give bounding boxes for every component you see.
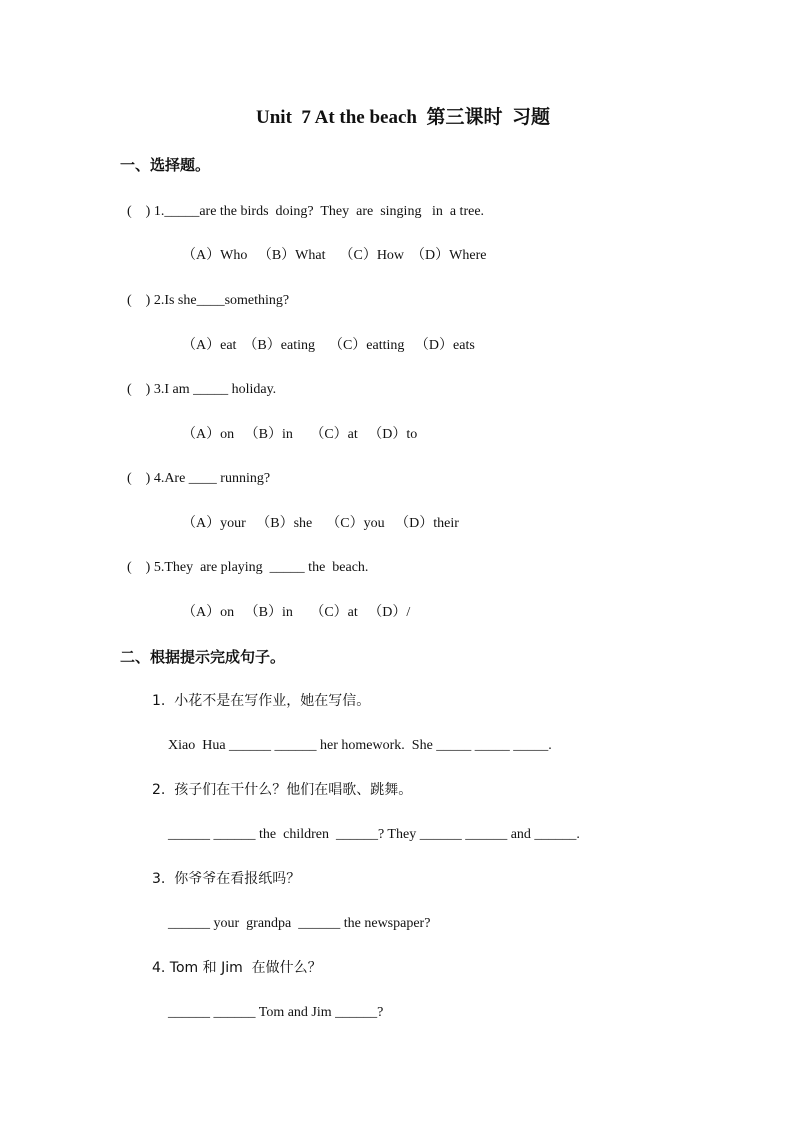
section-heading-complete-sentences: 二、根据提示完成句子。 xyxy=(120,648,286,666)
sentence-3-answer: ______ your grandpa ______ the newspaper? xyxy=(168,916,431,931)
sentence-4-answer: ______ ______ Tom and Jim ______? xyxy=(168,1005,384,1020)
sentence-2-answer: ______ ______ the children ______? They ______ ______ and ______. xyxy=(168,827,580,842)
sentence-3-prompt: 3. 你爷爷在看报纸吗？ xyxy=(152,871,301,887)
sentence-2-prompt: 2. 孩子们在干什么？他们在唱歌、跳舞。 xyxy=(152,782,413,798)
page-title: Unit 7 At the beach 第三课时 习题 xyxy=(256,107,550,128)
question-5-stem: ( ) 5.They are playing _____ the beach. xyxy=(127,560,369,575)
question-1-options: （A）Who （B）What （C）How （D）Where xyxy=(182,248,487,263)
question-2-stem: ( ) 2.Is she____something? xyxy=(127,293,290,308)
question-1-stem: ( ) 1._____are the birds doing? They are singing in a tree. xyxy=(127,204,485,219)
sentence-1-prompt: 1. 小花不是在写作业，她在写信。 xyxy=(152,693,371,709)
section-heading-choice: 一、选择题。 xyxy=(120,156,211,174)
question-4-options: （A）your （B）she （C）you （D）their xyxy=(182,516,459,531)
question-5-options: （A）on （B）in （C）at （D）/ xyxy=(182,605,411,620)
sentence-4-prompt: 4. Tom 和 Jim 在做什么？ xyxy=(152,960,322,976)
question-3-stem: ( ) 3.I am _____ holiday. xyxy=(127,382,277,397)
question-2-options: （A）eat （B）eating （C）eatting （D）eats xyxy=(182,338,475,353)
question-3-options: （A）on （B）in （C）at （D）to xyxy=(182,427,418,442)
sentence-1-answer: Xiao Hua ______ ______ her homework. She _____ _____ _____. xyxy=(168,738,552,753)
question-4-stem: ( ) 4.Are ____ running? xyxy=(127,471,271,486)
